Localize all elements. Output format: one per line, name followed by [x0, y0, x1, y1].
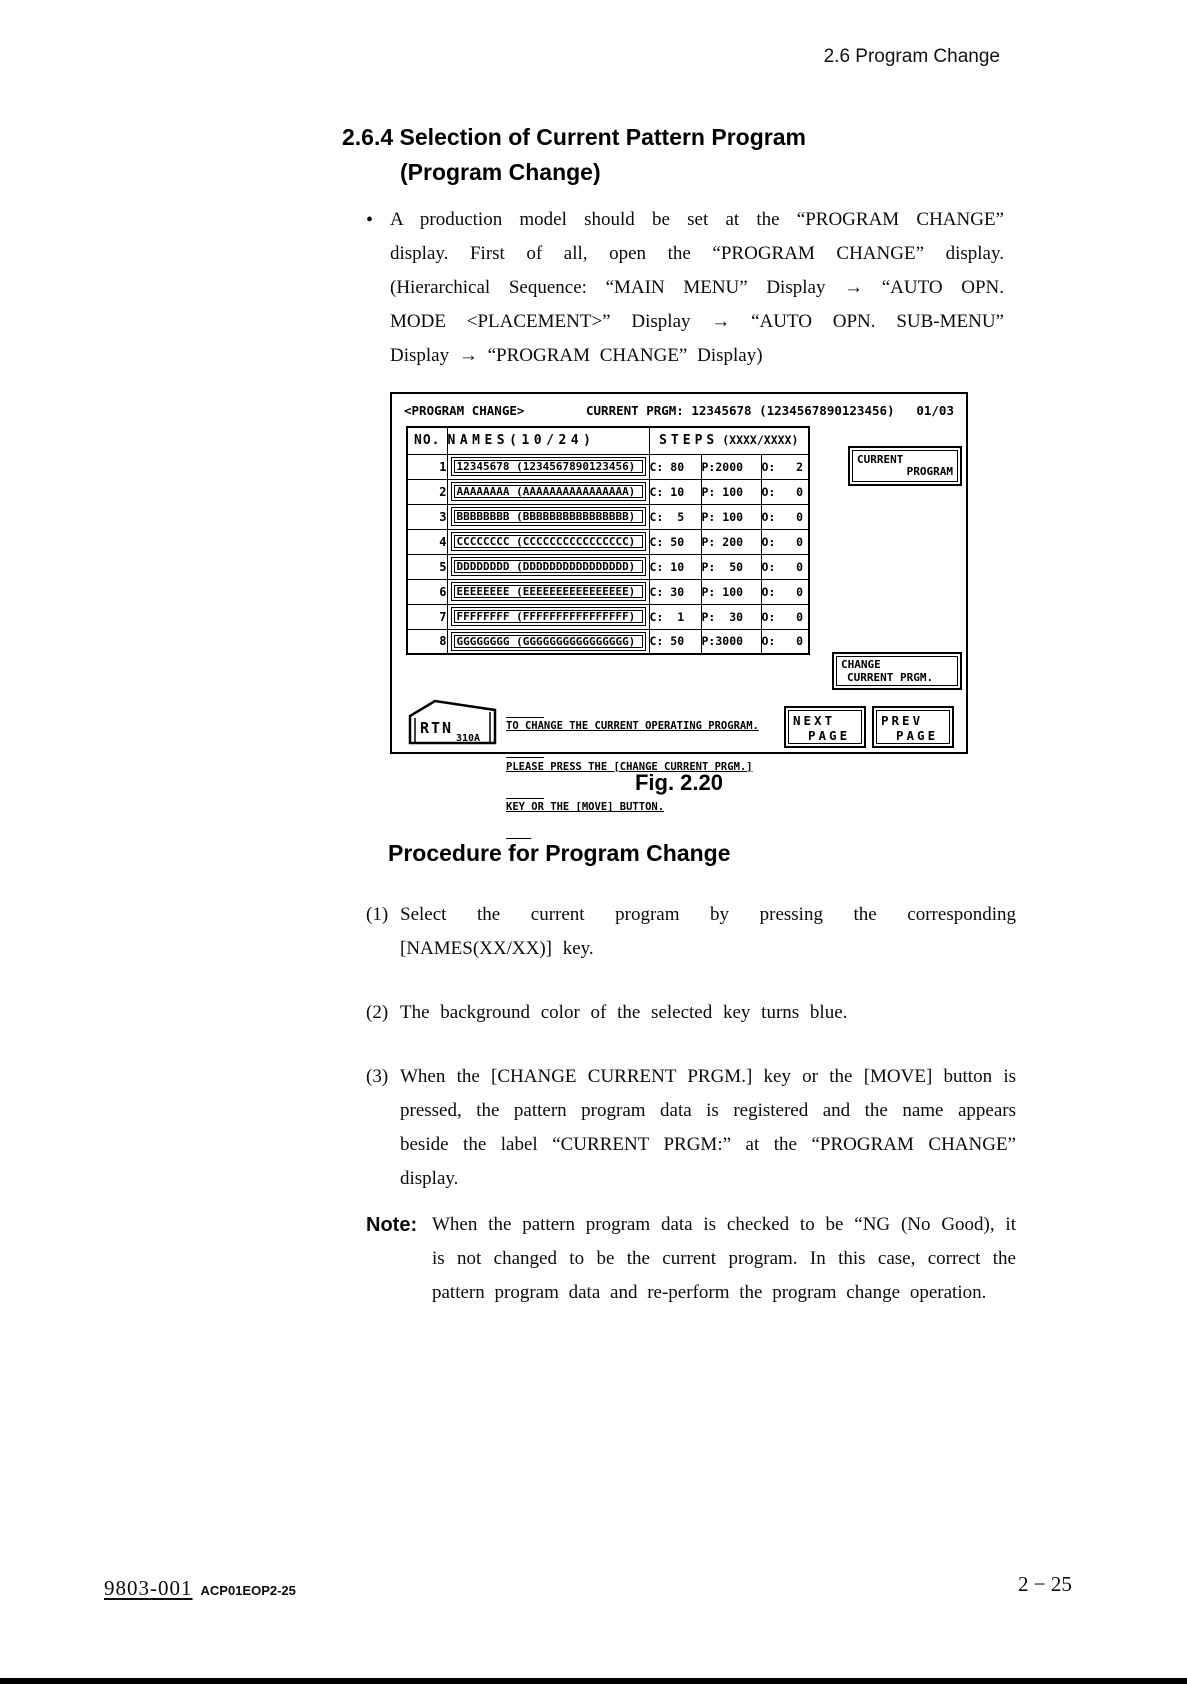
- program-name-key[interactable]: DDDDDDDD (DDDDDDDDDDDDDDDD): [451, 557, 646, 576]
- row-number: 2: [407, 479, 447, 504]
- scan-edge-artifact: [0, 1678, 1187, 1684]
- procedure-step-3: [366, 1060, 1016, 1196]
- program-name-key[interactable]: CCCCCCCC (CCCCCCCCCCCCCCCC): [451, 532, 646, 551]
- steps-p-cell: P: 100: [701, 579, 761, 604]
- current-program-line1: CURRENT: [857, 453, 904, 466]
- row-number: 4: [407, 529, 447, 554]
- program-name-key[interactable]: BBBBBBBB (BBBBBBBBBBBBBBBB): [451, 507, 646, 526]
- step-number: (3): [366, 1066, 389, 1087]
- rtn-key-sub: 310A: [456, 733, 481, 744]
- step-number: (1): [366, 904, 389, 925]
- row-number: 7: [407, 604, 447, 629]
- steps-c-cell: C: 50: [649, 629, 701, 654]
- step-text: The background color of the selected key turns blue.: [400, 1002, 848, 1023]
- footer-doc-code: 9803-001: [104, 1576, 193, 1600]
- table-row: [407, 479, 809, 504]
- row-number: 8: [407, 629, 447, 654]
- steps-p-cell: P:3000: [701, 629, 761, 654]
- next-page-line2: PAGE: [808, 728, 851, 743]
- prev-page-line2: PAGE: [896, 728, 939, 743]
- steps-o-cell: O: 0: [761, 604, 809, 629]
- steps-o-cell: O: 0: [761, 504, 809, 529]
- steps-p-cell: P: 200: [701, 529, 761, 554]
- table-row: [407, 604, 809, 629]
- col-header-steps: [649, 427, 809, 454]
- program-name-key[interactable]: 12345678 (1234567890123456): [451, 457, 646, 476]
- steps-p-cell: P:2000: [701, 454, 761, 479]
- program-table: [406, 426, 810, 655]
- screen-current-prgm: CURRENT PRGM: 12345678 (1234567890123456): [586, 403, 895, 418]
- section-heading-line2: (Program Change): [400, 159, 601, 185]
- steps-c-cell: C: 5: [649, 504, 701, 529]
- section-heading: [342, 120, 806, 190]
- footer-page-number: 2 − 25: [1018, 1572, 1072, 1596]
- table-row: [407, 629, 809, 654]
- col-header-no: NO.: [407, 427, 447, 454]
- bullet-paragraph: A production model should be set at the “PROGRAM CHANGE” display. First of all, open the “PROGRAM CHANGE” display. (Hierarchical Sequence: “MAIN MENU” Display → “AUTO OPN. MODE <PLACEMENT>” Display → “AUTO OPN. SUB-MENU” Display → “PROGRAM CHANGE” Display): [390, 209, 1004, 366]
- note-text: When the pattern program data is checked to be “NG (No Good), it is not changed to be the current program. In this case, correct the pattern program data and re-perform the program change operation.: [432, 1214, 1016, 1303]
- change-current-line2: CURRENT PRGM.: [847, 670, 934, 684]
- table-row: [407, 554, 809, 579]
- note-label: Note:: [366, 1214, 418, 1236]
- procedure-step-2: [366, 996, 1016, 1030]
- figure-caption: Fig. 2.20: [634, 770, 724, 795]
- steps-p-cell: P: 50: [701, 554, 761, 579]
- steps-p-cell: P: 30: [701, 604, 761, 629]
- next-page-key[interactable]: [784, 706, 866, 748]
- steps-o-cell: O: 0: [761, 554, 809, 579]
- bullet-item: [366, 203, 1004, 373]
- steps-c-cell: C: 10: [649, 554, 701, 579]
- program-name-key[interactable]: AAAAAAAA (AAAAAAAAAAAAAAAA): [451, 482, 646, 501]
- row-number: 5: [407, 554, 447, 579]
- table-header-row: [407, 427, 809, 454]
- next-page-line1: NEXT: [793, 713, 836, 728]
- steps-o-cell: O: 0: [761, 529, 809, 554]
- current-program-line2: PROGRAM: [906, 465, 953, 478]
- step-number: (2): [366, 1002, 389, 1023]
- bullet-marker: •: [366, 209, 374, 231]
- screen-page-indicator: 01/03: [916, 403, 954, 418]
- row-number: 3: [407, 504, 447, 529]
- steps-c-cell: C: 80: [649, 454, 701, 479]
- steps-o-cell: O: 0: [761, 579, 809, 604]
- rtn-key-label: RTN: [420, 719, 454, 737]
- row-number: 6: [407, 579, 447, 604]
- steps-word: STEPS: [659, 433, 719, 449]
- program-name-key[interactable]: EEEEEEEE (EEEEEEEEEEEEEEEE): [451, 582, 646, 601]
- steps-p-cell: P: 100: [701, 504, 761, 529]
- change-current-line1: CHANGE: [841, 658, 881, 671]
- table-row: [407, 454, 809, 479]
- prev-page-line1: PREV: [881, 713, 924, 728]
- col-header-names: NAMES(10/24): [447, 427, 649, 454]
- steps-format: (XXXX/XXXX): [722, 433, 799, 448]
- section-heading-line1: 2.6.4 Selection of Current Pattern Program: [342, 124, 806, 150]
- procedure-step-1: [366, 898, 1016, 966]
- current-program-box: [848, 446, 962, 486]
- row-number: 1: [407, 454, 447, 479]
- steps-o-cell: O: 2: [761, 454, 809, 479]
- step-text: When the [CHANGE CURRENT PRGM.] key or the [MOVE] button is pressed, the pattern program data is registered and the name appears beside the label “CURRENT PRGM:” at the “PROGRAM CHANGE” display.: [400, 1066, 1016, 1189]
- screen-message-line2: PLEASE PRESS THE [CHANGE CURRENT PRGM.]: [506, 760, 753, 773]
- steps-o-cell: O: 0: [761, 479, 809, 504]
- footer-doc-sub: ACP01EOP2-25: [200, 1583, 296, 1598]
- steps-p-cell: P: 100: [701, 479, 761, 504]
- footer-left: [104, 1576, 296, 1601]
- step-text: Select the current program by pressing the corresponding [NAMES(XX/XX)] key.: [400, 904, 1016, 959]
- program-name-key[interactable]: GGGGGGGG (GGGGGGGGGGGGGGGG): [451, 632, 646, 651]
- screen-title: <PROGRAM CHANGE>: [404, 403, 525, 418]
- running-header: 2.6 Program Change: [823, 46, 1000, 67]
- screen-message: [506, 693, 806, 842]
- steps-c-cell: C: 30: [649, 579, 701, 604]
- program-name-key[interactable]: FFFFFFFF (FFFFFFFFFFFFFFFF): [451, 607, 646, 626]
- procedure-heading: Procedure for Program Change: [388, 840, 731, 866]
- rtn-key[interactable]: [408, 696, 498, 746]
- prev-page-key[interactable]: [872, 706, 954, 748]
- steps-c-cell: C: 1: [649, 604, 701, 629]
- change-current-prgm-key[interactable]: [832, 652, 962, 690]
- table-row: [407, 579, 809, 604]
- table-row: [407, 504, 809, 529]
- steps-c-cell: C: 50: [649, 529, 701, 554]
- screen-message-line1: TO CHANGE THE CURRENT OPERATING PROGRAM.: [506, 720, 759, 732]
- screen-message-line3: KEY OR THE [MOVE] BUTTON.: [506, 801, 665, 813]
- note-block: [366, 1208, 1016, 1310]
- steps-c-cell: C: 10: [649, 479, 701, 504]
- steps-o-cell: O: 0: [761, 629, 809, 654]
- table-row: [407, 529, 809, 554]
